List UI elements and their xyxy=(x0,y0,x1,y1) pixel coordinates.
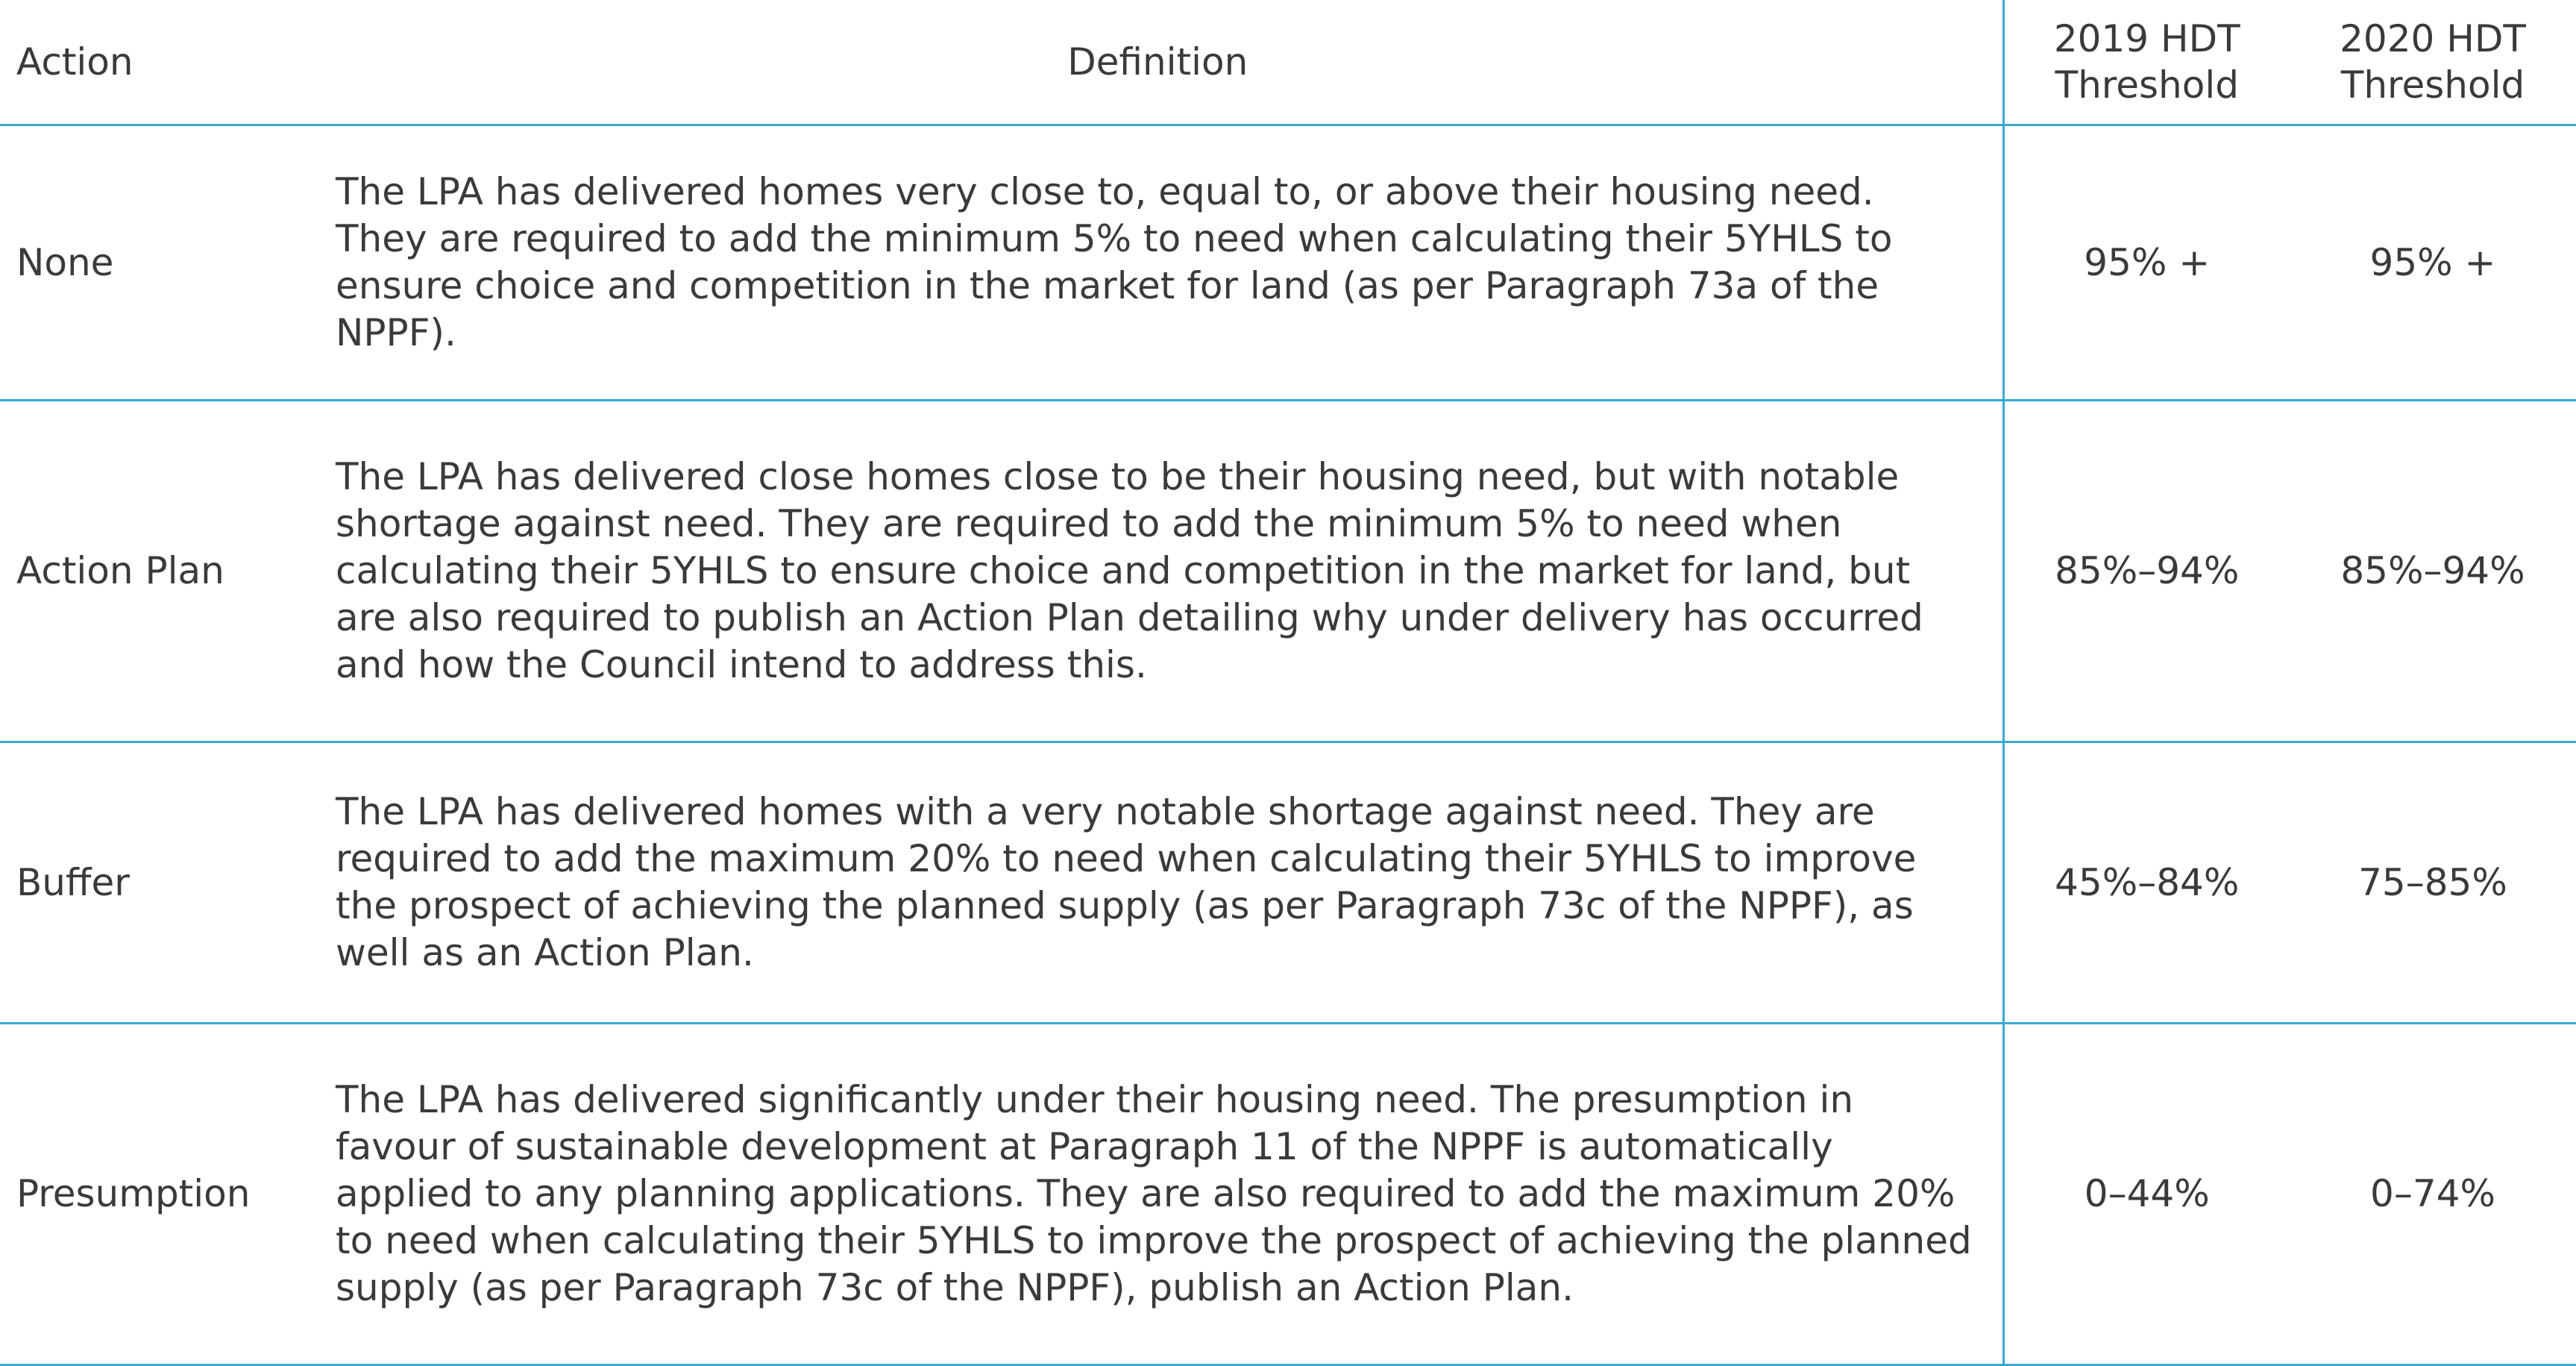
row-definition: The LPA has delivered significantly under their housing need. The presumption in favour of sustainable development at Paragraph 11 of the NPPF is automatically applied to any planning applications. They are also required to add the maximum 20% to need when calculating their 5YHLS to improve the prospect of achieving the planned supply (as per Paragraph 73c of the NPPF), publish an Action Plan. xyxy=(313,1024,2003,1365)
header-2020-hdt-threshold xyxy=(2290,0,2576,125)
row-hdt-2019: 95% + xyxy=(2003,125,2290,401)
row-definition: The LPA has delivered close homes close to be their housing need, but with notable shortage against need. They are required to add the minimum 5% to need when calculating their 5YHLS to ensure choice and competition in the market for land, but are also required to publish an Action Plan detailing why under delivery has occurred and how the Council intend to address this. xyxy=(313,401,2003,742)
header-action: Action xyxy=(0,0,313,125)
row-action: None xyxy=(0,125,313,401)
table-row xyxy=(0,125,2576,401)
row-hdt-2019: 45%–84% xyxy=(2003,742,2290,1024)
row-action: Presumption xyxy=(0,1024,313,1365)
row-hdt-2020: 75–85% xyxy=(2290,742,2576,1024)
row-hdt-2020: 95% + xyxy=(2290,125,2576,401)
table-row xyxy=(0,1024,2576,1365)
row-hdt-2019: 85%–94% xyxy=(2003,401,2290,742)
row-definition: The LPA has delivered homes very close to, equal to, or above their housing need. They are required to add the minimum 5% to need when calculating their 5YHLS to ensure choice and competition in the market for land (as per Paragraph 73a of the NPPF). xyxy=(313,125,2003,401)
table-row xyxy=(0,742,2576,1024)
header-2019-hdt-threshold xyxy=(2003,0,2290,125)
row-hdt-2020: 85%–94% xyxy=(2290,401,2576,742)
table-header-row xyxy=(0,0,2576,125)
header-2020-label: 2020 HDT Threshold xyxy=(2340,17,2526,107)
table-row xyxy=(0,401,2576,742)
row-definition: The LPA has delivered homes with a very notable shortage against need. They are required to add the maximum 20% to need when calculating their 5YHLS to improve the prospect of achieving the planned supply (as per Paragraph 73c of the NPPF), as well as an Action Plan. xyxy=(313,742,2003,1024)
row-action: Buffer xyxy=(0,742,313,1024)
header-2019-label: 2019 HDT Threshold xyxy=(2053,17,2240,107)
row-hdt-2020: 0–74% xyxy=(2290,1024,2576,1365)
row-action: Action Plan xyxy=(0,401,313,742)
header-definition: Definition xyxy=(313,0,2003,125)
row-hdt-2019: 0–44% xyxy=(2003,1024,2290,1365)
